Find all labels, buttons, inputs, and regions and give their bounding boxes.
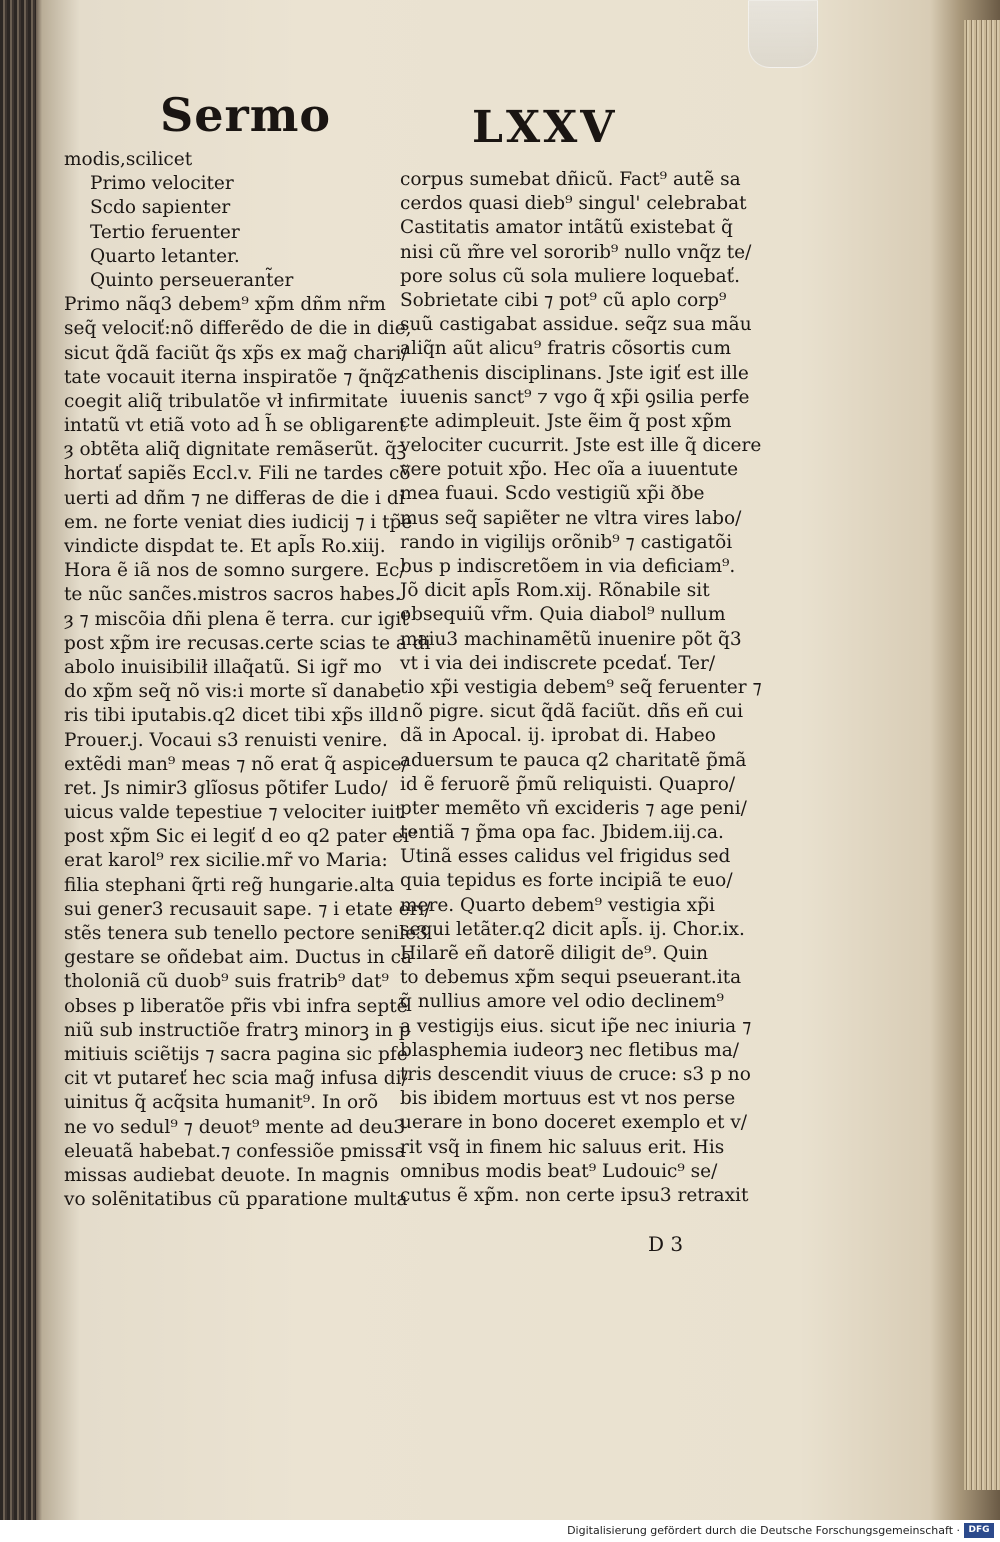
text-line: cutus ẽ xp̃m. non certe ipsu3 retraxit (400, 1184, 749, 1206)
footer-credit: Digitalisierung gefördert durch die Deutsche Forschungsgemeinschaft · (567, 1524, 960, 1537)
text-line: vindicte dispdat te. Et apl̃s Ro.xiij. (64, 536, 386, 557)
text-line: mere. Quarto debem⁹ vestigia xp̃i (400, 894, 715, 916)
text-line: bis ibidem mortuus est vt nos perse (400, 1088, 736, 1110)
text-line: bus p indiscretõem in via deficiam⁹. (400, 556, 736, 577)
text-line: post xp̃m ire recusas.certe scias te a di (64, 632, 431, 654)
text-line: quia tepidus es forte incipiã te euo/ (400, 870, 733, 892)
text-line: tentiã ⁊ p̃ma opa fac. Jbidem.iij.ca. (400, 822, 724, 844)
text-line: Tertio feruenter (90, 221, 240, 243)
text-line: tio xp̃i vestigia debem⁹ seq̃ feruenter ⁊ (400, 676, 762, 698)
text-line: Jõ dicit apl̃s Rom.xij. Rõnabile sit (400, 580, 710, 602)
text-line: mitiuis sciẽtijs ⁊ sacra pagina sic pfe (64, 1043, 408, 1065)
text-line: Utinã esses calidus vel frigidus sed (400, 846, 731, 868)
text-line: Sobrietate cibi ⁊ pot⁹ cũ aplo corp⁹ (400, 289, 727, 311)
text-line: abolo inuisibilił illaq̃atũ. Si igr̃ mo (64, 656, 382, 678)
text-line: iuuenis sanct⁹ ⁊ vgo q̃ xp̃i ꝯsilia perfe (400, 386, 750, 408)
text-line: cit vt putareť hec scia mag̃ infusa di/ (64, 1068, 408, 1090)
text-line: Scdo sapienter (90, 197, 231, 219)
text-line: gestare se oñdebat aim. Ductus in ca (64, 947, 412, 969)
text-line: seq̃ velociť:nõ differẽdo de die in die, (64, 318, 412, 340)
text-line: maiu3 machinamẽtũ inuenire põt q̃3 (400, 628, 742, 650)
text-line: mea fuaui. Scdo vestigiũ xp̃i ðbe (400, 483, 705, 505)
text-line: nõ pigre. sicut q̃dã faciũt. dñs eñ cui (400, 701, 744, 723)
text-line: mus seq̃ sapiẽter ne vltra vires labo/ (400, 507, 742, 529)
text-line: sicut q̃dã faciũt q̃s xp̃s ex mag̃ chari/ (64, 342, 408, 364)
left-page-edge (0, 0, 36, 1520)
right-text-column (400, 168, 762, 1208)
text-line: cerdos quasi dieb⁹ singul' celebrabat (400, 193, 747, 215)
text-line: erat karol⁹ rex sicilie.mr̃ vo Maria: (64, 850, 388, 872)
text-line: intatũ vt etiã voto ad h̃ se obligarent (64, 415, 407, 437)
text-line: do xp̃m seq̃ nõ vis:i morte sĩ danabe (64, 681, 402, 703)
right-page-edges (964, 20, 1000, 1490)
text-line: vere potuit xp̃o. Hec oĩa a iuuentute (400, 459, 739, 481)
text-line: ret. Js nimir3 glĩosus põtifer Ludo/ (64, 777, 388, 799)
page-clip (748, 0, 818, 68)
text-line: aduersum te pauca q2 charitatẽ p̃mã (400, 749, 747, 771)
text-line: em. ne forte veniat dies iudicij ⁊ i tp̃e (64, 511, 413, 533)
text-line: modis,scilicet (64, 149, 193, 170)
left-text-column (64, 148, 431, 1212)
text-line: Quarto letanter. (90, 245, 240, 267)
text-line: uerare in bono doceret exemplo et v/ (400, 1112, 748, 1134)
text-line: obsequiũ vr̃m. Quia diabol⁹ nullum (400, 604, 726, 626)
header-folio-number: LXXV (472, 102, 618, 153)
text-line: Hora ẽ iã nos de somno surgere. Ec/ (64, 560, 406, 582)
text-line: tris descendit viuus de cruce: s3 p no (400, 1063, 751, 1085)
text-line: Hilarẽ eñ datorẽ diligit de⁹. Quin (400, 943, 709, 964)
text-line: id ẽ feruorẽ p̃mũ reliquisti. Quapro/ (400, 773, 736, 795)
text-line: suũ castigabat assidue. seq̃z sua mãu (400, 314, 752, 336)
text-line: cathenis disciplinans. Jste igiť est ille (400, 362, 749, 384)
text-line: pter memẽto vñ excideris ⁊ age peni/ (400, 797, 747, 819)
text-line: tholoniã cũ duob⁹ suis fratrib⁹ dat⁹ (64, 971, 389, 993)
text-line: obses p liberatõe pr̃is vbi infra septẽ (64, 995, 408, 1017)
text-line: extẽdi man⁹ meas ⁊ nõ erat q̃ aspice/ (64, 753, 408, 775)
text-line: ȝ obtẽta aliq̃ dignitate remãserũt. q̃ꝫ (64, 439, 407, 461)
text-line: q̃ nullius amore vel odio declinem⁹ (400, 991, 724, 1013)
text-line: to debemus xp̃m sequi pseuerant.ita (400, 967, 742, 989)
text-line: Castitatis amator intãtũ existebat q̃ (400, 217, 733, 239)
text-line: niũ sub instructiõe fratrꝫ minorꝫ in p (64, 1019, 411, 1041)
header-title: Sermo (160, 88, 332, 142)
text-line: uicus valde tepestiue ⁊ velociter iuit (64, 802, 403, 824)
text-line: vo solẽnitatibus cũ pparatione multa (64, 1189, 408, 1211)
text-line: ȝ ⁊ miscõia dñi plena ẽ terra. cur igiť (64, 608, 409, 630)
text-line: pore solus cũ sola muliere loquebať. (400, 265, 740, 287)
text-line: te nũc sanc̃es.mistros sacros habes. (64, 584, 401, 606)
text-line: vt i via dei indiscrete pcedať. Ter/ (400, 652, 716, 674)
text-line: velociter cucurrit. Jste est ille q̃ dicere (400, 435, 762, 457)
text-line: aliq̃n aũt alicu⁹ fratris cõsortis cum (400, 338, 732, 360)
text-line: uinitus q̃ acq̃sita humanit⁹. In orõ (64, 1092, 379, 1114)
text-line: coegit aliq̃ tribulatõe vł infirmitate (64, 390, 389, 412)
text-line: Quinto perseuerant̃er (90, 269, 294, 291)
text-line: Prouer.j. Vocaui s3 renuisti venire. (64, 729, 388, 751)
text-line: Primo velociter (90, 173, 234, 195)
text-line: dã in Apocal. ij. iprobat di. Habeo (400, 725, 716, 747)
text-line: ne vo sedul⁹ ⁊ deuot⁹ mente ad deu3 (64, 1116, 406, 1138)
text-line: eleuatã habebat.⁊ confessiõe pmissa (64, 1140, 406, 1162)
text-line: a vestigijs eius. sicut ip̃e nec iniuria ⁊ (400, 1015, 752, 1037)
text-line: ris tibi iputabis.q2 dicet tibi xp̃s illd (64, 705, 399, 727)
text-line: Primo nãq3 debem⁹ xp̃m dñm nr̃m (64, 294, 386, 316)
signature-mark: D 3 (648, 1232, 684, 1256)
text-line: hortať sapiẽs Eccl.v. Fili ne tardes cõ (64, 463, 411, 485)
text-line: filia stephani q̃rti reg̃ hungarie.alta (64, 874, 395, 896)
text-line: cte adimpleuit. Jste ẽim q̃ post xp̃m (400, 410, 732, 432)
dfg-logo: DFG (964, 1523, 994, 1538)
text-line: rando in vigilijs orõnib⁹ ⁊ castigatõi (400, 531, 733, 553)
text-line: uerti ad dñm ⁊ ne differas de die i di (64, 487, 405, 509)
text-line: tate vocauit iterna inspiratõe ⁊ q̃nq̃z (64, 366, 404, 388)
text-line: rit vsq̃ in finem hic saluus erit. His (400, 1136, 725, 1158)
text-line: stẽs tenera sub tenello pectore senile3 (64, 923, 428, 944)
text-line: corpus sumebat dñicũ. Fact⁹ autẽ sa (400, 169, 741, 190)
text-line: nisi cũ m̃re vel sororib⁹ nullo vnq̃z te/ (400, 241, 752, 263)
footer-bar (0, 1520, 1000, 1542)
text-line: sequi letãter.q2 dicit apl̃s. ij. Chor.ix. (400, 918, 745, 940)
text-line: blasphemia iudeorꝫ nec fletibus ma/ (400, 1039, 739, 1061)
text-line: missas audiebat deuote. In magnis (64, 1164, 390, 1186)
text-line: post xp̃m Sic ei legiť d eo q2 pater ei⁹ (64, 826, 417, 848)
text-line: sui gener3 recusauit sape. ⁊ i etate eri/ (64, 898, 431, 920)
text-line: omnibus modis beat⁹ Ludouic⁹ se/ (400, 1160, 718, 1182)
